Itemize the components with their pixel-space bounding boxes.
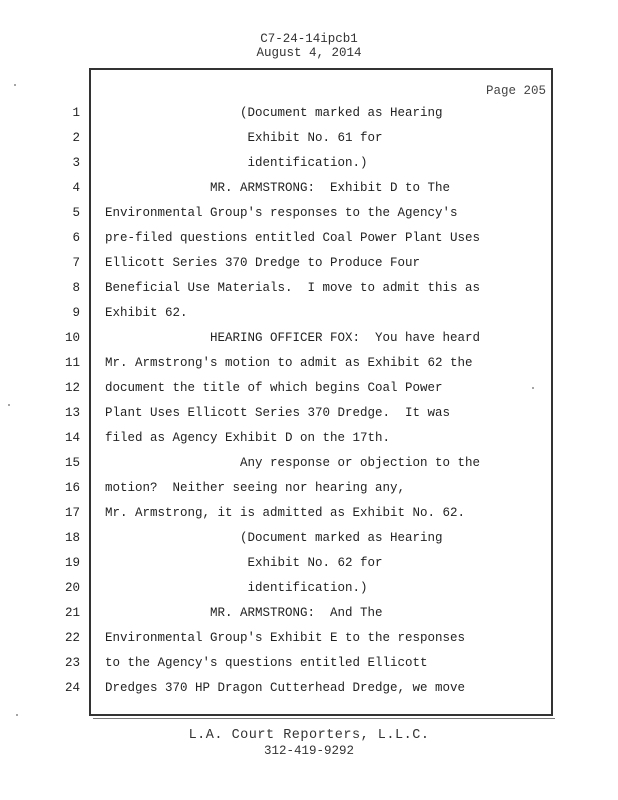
line-text: (Document marked as Hearing [105,531,443,545]
line-number: 4 [72,181,80,195]
line-number: 20 [64,581,80,595]
line-text: Plant Uses Ellicott Series 370 Dredge. It was [105,406,451,420]
line-number: 9 [72,306,80,320]
line-number: 14 [64,431,80,445]
scan-speck [16,714,18,716]
line-text: document the title of which begins Coal Power [105,381,443,395]
line-text: Dredges 370 HP Dragon Cutterhead Dredge, we move [105,681,466,695]
line-text: Any response or objection to the [105,456,481,470]
scan-speck [8,404,10,406]
line-number: 22 [64,631,80,645]
line-number: 17 [64,506,80,520]
line-text: HEARING OFFICER FOX: You have heard [105,331,481,345]
line-number: 10 [64,331,80,345]
line-text: Ellicott Series 370 Dredge to Produce Four [105,256,421,270]
line-text: Environmental Group's responses to the Agency's [105,206,458,220]
line-text: MR. ARMSTRONG: Exhibit D to The [105,181,451,195]
line-text: Mr. Armstrong's motion to admit as Exhibit 62 the [105,356,473,370]
line-text: Environmental Group's Exhibit E to the responses [105,631,466,645]
line-number: 8 [72,281,80,295]
line-text: identification.) [105,581,368,595]
scan-speck [532,387,534,389]
header-date: August 4, 2014 [256,46,362,60]
line-text: pre-filed questions entitled Coal Power Plant Uses [105,231,481,245]
line-number: 6 [72,231,80,245]
line-text: Beneficial Use Materials. I move to admit this as [105,281,481,295]
line-text: Mr. Armstrong, it is admitted as Exhibit No. 62. [105,506,466,520]
line-number: 21 [64,606,80,620]
line-number: 5 [72,206,80,220]
frame-shadow [93,714,555,719]
line-number: 1 [72,106,80,120]
line-text: filed as Agency Exhibit D on the 17th. [105,431,391,445]
line-text: identification.) [105,156,368,170]
line-number: 15 [64,456,80,470]
line-number: 12 [64,381,80,395]
footer-phone: 312-419-9292 [263,744,354,758]
line-text: (Document marked as Hearing [105,106,443,120]
scan-speck [14,84,16,86]
line-text: motion? Neither seeing nor hearing any, [105,481,406,495]
line-text: MR. ARMSTRONG: And The [105,606,383,620]
line-text: Exhibit 62. [105,306,188,320]
line-number: 18 [64,531,80,545]
line-number: 16 [64,481,80,495]
line-number: 24 [64,681,80,695]
header-case-number: C7-24-14ipcb1 [260,32,358,46]
line-number: 19 [64,556,80,570]
page-number: Page 205 [485,84,546,98]
line-number: 7 [72,256,80,270]
line-number: 13 [64,406,80,420]
line-text: Exhibit No. 61 for [105,131,383,145]
line-text: to the Agency's questions entitled Ellicott [105,656,428,670]
footer-reporter-name: L.A. Court Reporters, L.L.C. [188,728,430,743]
line-number: 2 [72,131,80,145]
line-number: 3 [72,156,80,170]
line-text: Exhibit No. 62 for [105,556,383,570]
line-number: 11 [64,356,80,370]
line-number: 23 [64,656,80,670]
